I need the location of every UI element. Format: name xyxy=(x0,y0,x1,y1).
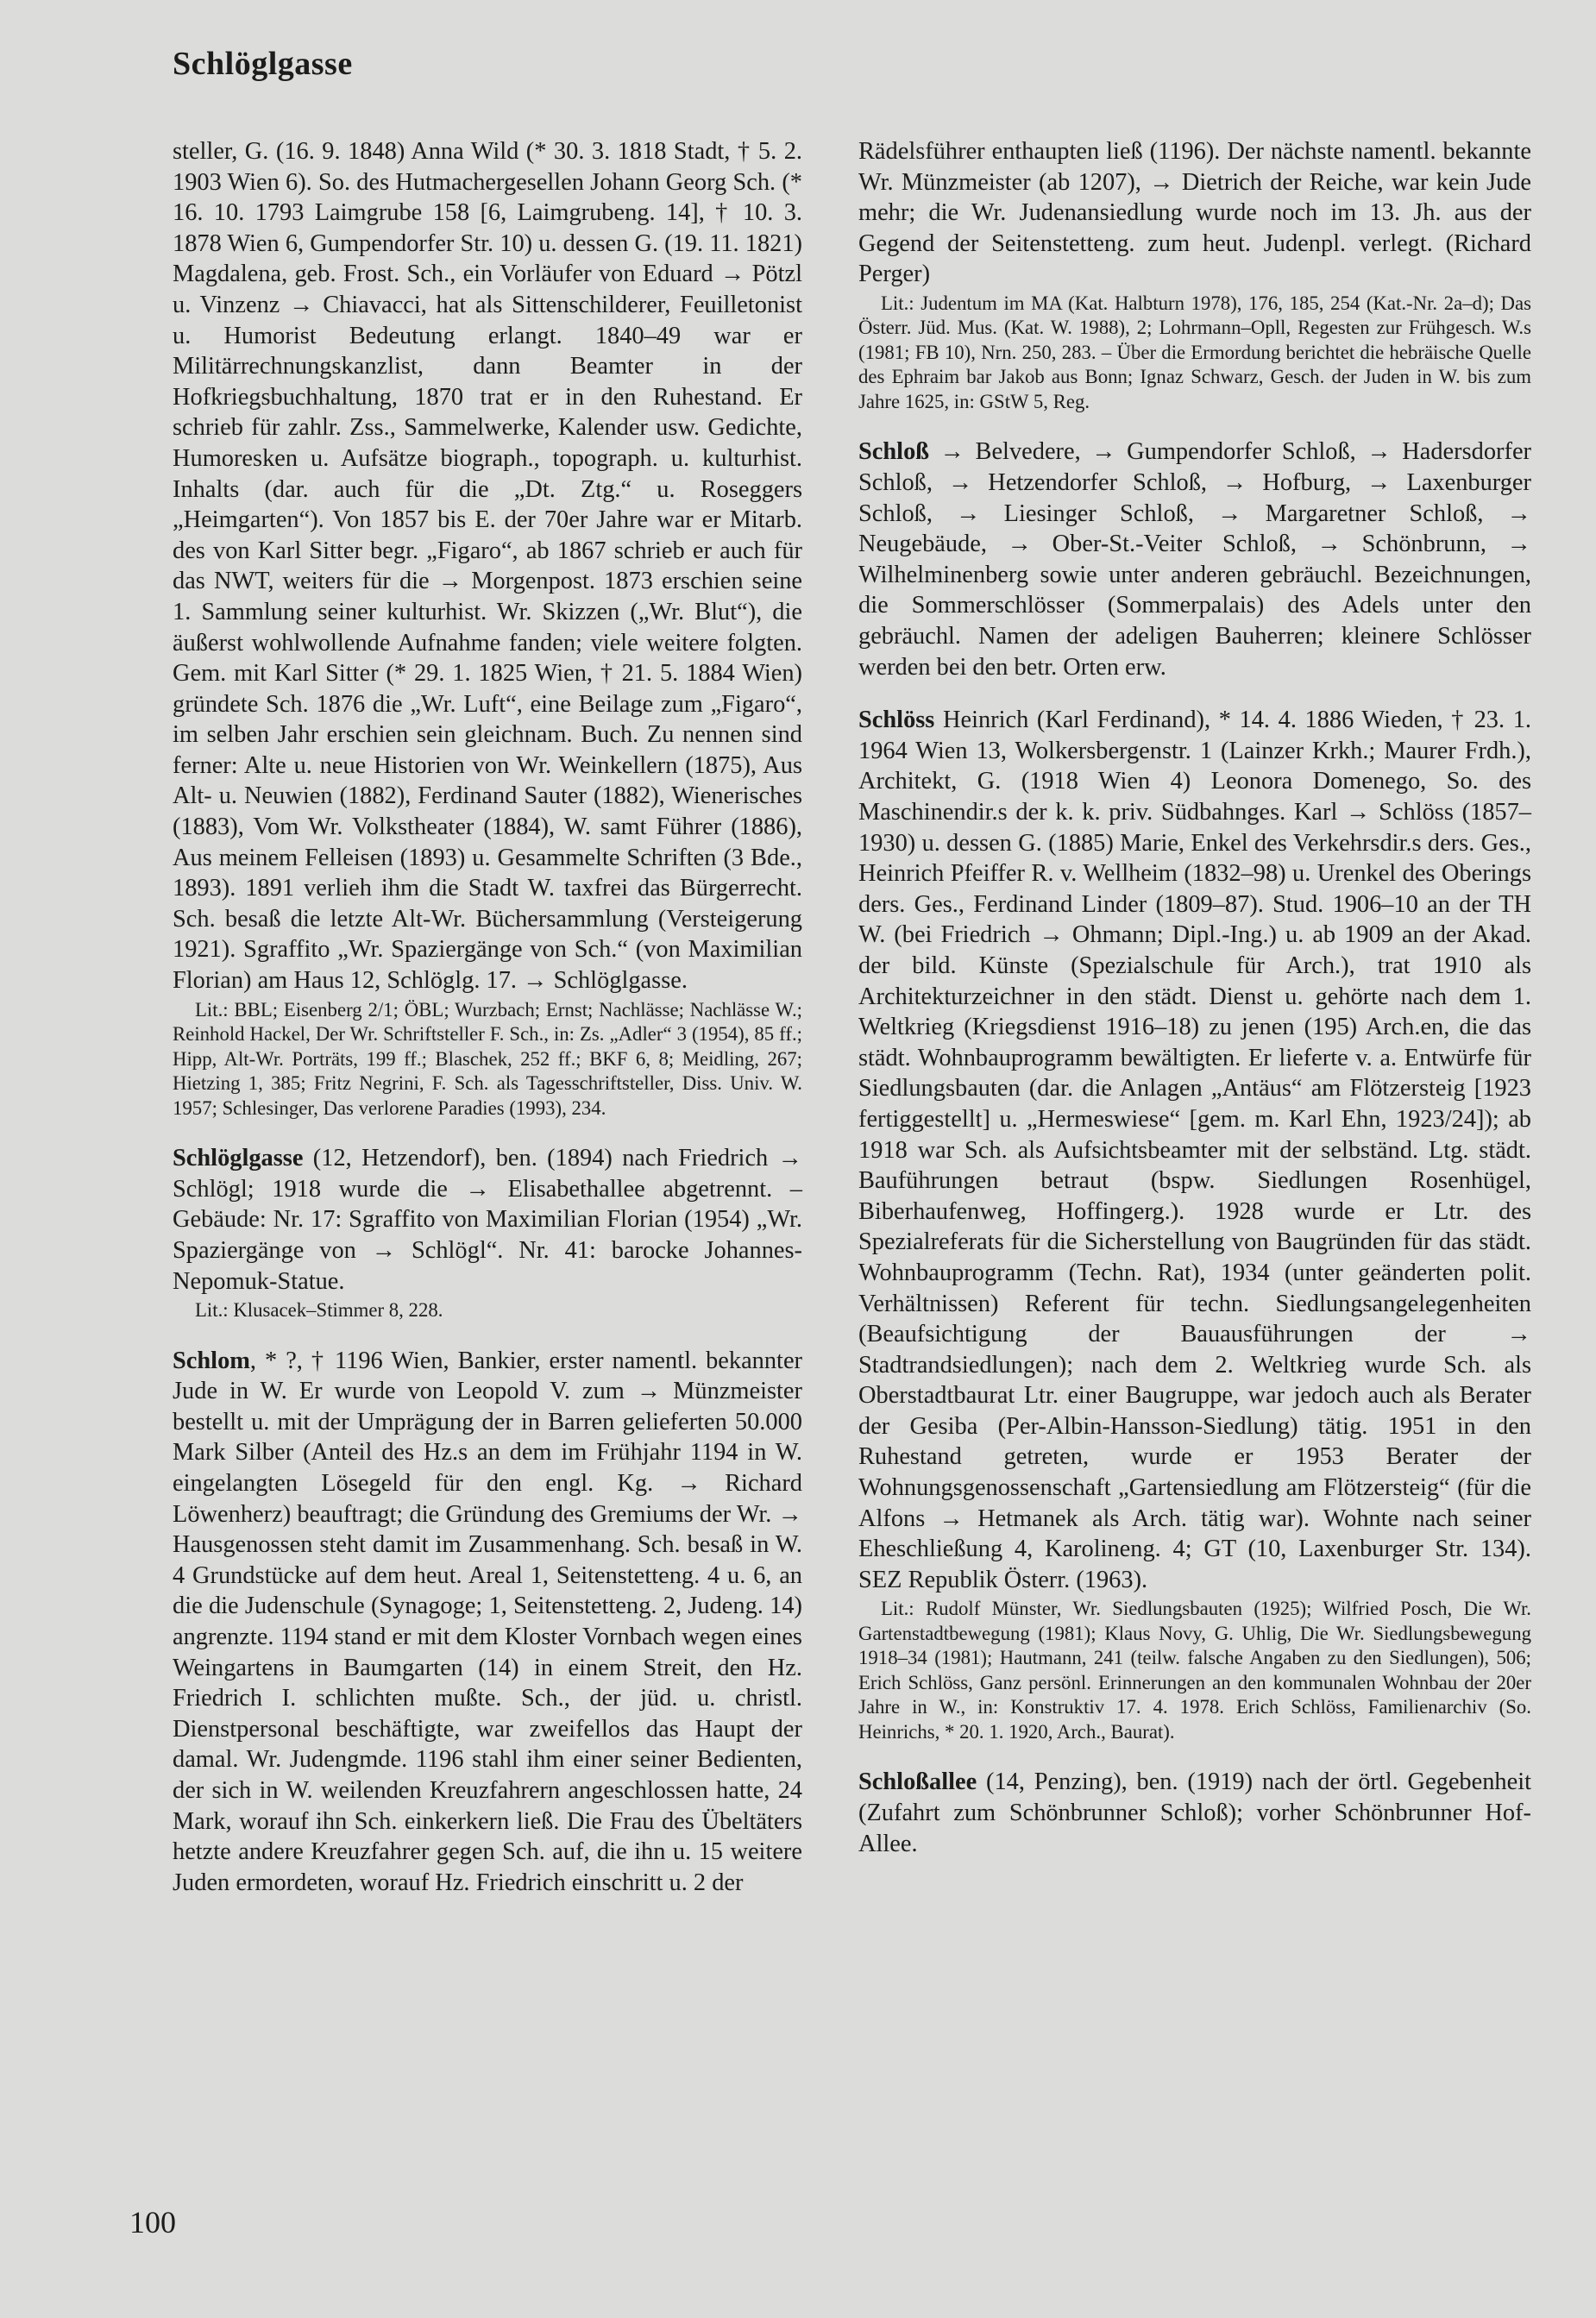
right-column xyxy=(858,136,1531,1859)
entry-text: Heinrich (Karl Ferdinand), * 14. 4. 1886 Wieden, † 23. 1. 1964 Wien 13, Wolkersbergenstr. 1 (Lainzer Krkh.; Maurer Frdh.), Architekt, G. (1918 Wien 4) Leonora Domenego, So. des Maschinendir.s der k. k. priv. Südbahnges. Karl → Schlöss (1857–1930) u. dessen G. (1885) Marie, Enkel des Verkehrsdir.s ders. Ges., Heinrich Pfeiffer R. v. Wellheim (1832–98) u. Urenkel des Oberings ders. Ges., Ferdinand Linder (1809–87). Stud. 1906–10 an der TH W. (bei Friedrich → Ohmann; Dipl.-Ing.) u. ab 1909 an der Akad. der bild. Künste (Spezialschule für Arch.), trat 1910 als Architekturzeichner in den städt. Dienst u. gehörte nach dem 1. Weltkrieg (Kriegsdienst 1916–18) zu jenen (195) Arch.en, die das städt. Wohnbauprogramm bewältigten. Er lieferte v. a. Entwürfe für Siedlungsbauten (dar. die Anlagen „Antäus“ am Flötzersteig [1923 fertiggestellt] u. „Hermeswiese“ [gem. m. Karl Ehn, 1923/24]); ab 1918 war Sch. als Aufsichtsbeamter mit der selbständ. Ltg. städt. Bauführungen betraut (bspw. Siedlungen Rosenhügel, Biberhaufenweg, Hoffingerg.). 1928 wurde er Ltr. des Spezialreferats für die Sicherstellung von Baugründen für das städt. Wohnbauprogramm (Techn. Rat), 1934 (unter geänderten polit. Verhältnissen) Referent für techn. Siedlungsangelegenheiten (Beaufsichtigung der Bauausführungen der → Stadtrandsiedlungen); nach dem 2. Weltkrieg wurde Sch. als Oberstadtbaurat Ltr. einer Baugruppe, war jedoch auch als Berater der Gesiba (Per-Albin-Hansson-Siedlung) tätig. 1951 in den Ruhestand getreten, wurde er 1953 Berater der Wohnungsgenossenschaft „Gartensiedlung am Flötzersteig“ (für die Alfons → Hetmanek als Arch. tätig war). Wohnte nach seiner Eheschließung 4, Karolineng. 4; GT (10, Laxenburger Str. 134). SEZ Republik Österr. (1963). xyxy=(858,707,1531,1593)
entry-continuation: steller, G. (16. 9. 1848) Anna Wild (* 30. 3. 1818 Stadt, † 5. 2. 1903 Wien 6). So. des Hutmachergesellen Johann Georg Sch. (* 16. 10. 1793 Laimgrube 158 [6, Laimgrubeng. 14], † 10. 3. 1878 Wien 6, Gumpendorfer Str. 10) u. dessen G. (19. 11. 1821) Magdalena, geb. Frost. Sch., ein Vorläufer von Eduard → Pötzl u. Vinzenz → Chiavacci, hat als Sittenschilderer, Feuilletonist u. Humorist Bedeutung erlangt. 1840–49 war er Militärrechnungskanzlist, dann Beamter in der Hofkriegsbuchhaltung, 1870 trat er in den Ruhestand. Er schrieb für zahlr. Zss., Sammelwerke, Kalender usw. Gedichte, Humoresken u. Aufsätze biograph., topograph. u. kulturhist. Inhalts (dar. auch für die „Dt. Ztg.“ u. Roseggers „Heimgarten“). Von 1857 bis E. der 70er Jahre war er Mitarb. des von Karl Sitter begr. „Figaro“, ab 1867 schrieb er auch für das NWT, weiters für die → Morgenpost. 1873 erschien seine 1. Sammlung seiner kulturhist. Wr. Skizzen („Wr. Blut“), die äußerst wohlwollende Aufnahme fanden; viele weitere folgten. Gem. mit Karl Sitter (* 29. 1. 1825 Wien, † 21. 5. 1884 Wien) gründete Sch. 1876 die „Wr. Luft“, eine Beilage zum „Figaro“, im selben Jahr erschien sein gleichnam. Buch. Zu nennen sind ferner: Alte u. neue Historien von Wr. Weinkellern (1875), Aus Alt- u. Neuwien (1882), Ferdinand Sauter (1882), Wienerisches (1883), Vom Wr. Volkstheater (1884), W. samt Führer (1886), Aus meinem Felleisen (1893) u. Gesammelte Schriften (3 Bde., 1893). 1891 verlieh ihm die Stadt W. taxfrei das Bürgerrecht. Sch. besaß die letzte Alt-Wr. Büchersammlung (Versteigerung 1921). Sgraffito „Wr. Spaziergänge von Sch.“ (von Maximilian Florian) am Haus 12, Schlöglg. 17. → Schlöglgasse. xyxy=(173,138,802,995)
entry-schlossallee xyxy=(858,1767,1531,1859)
entry-text: , * ?, † 1196 Wien, Bankier, erster namentl. bekannter Jude in W. Er wurde von Leopold V. zum → Münzmeister bestellt u. mit der Umprägung der in Barren gelieferten 50.000 Mark Silber (Anteil des Hz.s an dem im Frühjahr 1194 in W. eingelangten Lösegeld für den engl. Kg. → Richard Löwenherz) beauftragt; die Gründung des Gremiums der Wr. → Hausgenossen steht damit im Zusammenhang. Sch. besaß in W. 4 Grundstücke auf dem heut. Areal 1, Seitenstetteng. 4 u. 6, an die die Judenschule (Synagoge; 1, Seitenstetteng. 2, Judeng. 14) angrenzte. 1194 stand er mit dem Kloster Vornbach wegen eines Weingartens in Baumgarten (14) in einem Streit, den Hz. Friedrich I. schlichten mußte. Sch., der jüd. u. christl. Dienstpersonal beschäftigte, war zweifellos das Haupt der damal. Wr. Judengmde. 1196 stahl ihm einer seiner Bedienten, der sich in W. weilenden Kreuzfahrern angeschlossen hatte, 24 Mark, worauf ihn Sch. einkerkern ließ. Die Frau des Übeltäters hetzte andere Kreuzfahrer gegen Sch. auf, die ihn u. 15 weitere Juden ermordeten, worauf Hz. Friedrich einschritt u. 2 der xyxy=(173,1347,802,1896)
entry-text: (14, Penzing), ben. (1919) nach der örtl. Gegebenheit (Zufahrt zum Schönbrunner Schloß); vorher Schönbrunner Hof-Allee. xyxy=(858,1768,1531,1857)
headword: Schlöglgasse xyxy=(173,1145,304,1172)
headword: Schlom xyxy=(173,1347,250,1374)
headword: Schloß xyxy=(858,438,930,466)
literature-note: Lit.: BBL; Eisenberg 2/1; ÖBL; Wurzbach; Ernst; Nachlässe; Nachlässe W.; Reinhold Hackel, Der Wr. Schriftsteller F. Sch., in: Zs. „Adler“ 3 (1954), 85 ff.; Hipp, Alt-Wr. Porträts, 199 ff.; Blaschek, 252 ff.; BKF 6, 8; Meidling, 267; Hietzing 1, 385; Fritz Negrini, F. Sch. als Tagesschriftsteller, Diss. Univ. W. 1957; Schlesinger, Das verlorene Paradies (1993), 234. xyxy=(173,998,802,1119)
literature-note: Lit.: Judentum im MA (Kat. Halbturn 1978), 176, 185, 254 (Kat.-Nr. 2a–d); Das Österr. Jüd. Mus. (Kat. W. 1988), 2; Lohrmann–Opll, Regesten zur Frühgesch. W.s (1981; FB 10), Nrn. 250, 283. – Über die Ermordung berichtet die hebräische Quelle des Ephraim bar Jakob aus Bonn; Ignaz Schwarz, Gesch. der Juden in W. bis zum Jahre 1625, in: GStW 5, Reg. xyxy=(858,292,1531,412)
left-column xyxy=(173,136,802,1898)
entry-schloess xyxy=(858,705,1531,1595)
entry-text: (12, Hetzendorf), ben. (1894) nach Friedrich → Schlögl; 1918 wurde die → Elisabethallee abgetrennt. – Gebäude: Nr. 17: Sgraffito von Maximilian Florian (1954) „Wr. Spaziergänge von → Schlögl“. Nr. 41: barocke Johannes-Nepomuk-Statue. xyxy=(173,1145,802,1295)
entry-continuation: Rädelsführer enthaupten ließ (1196). Der nächste namentl. bekannte Wr. Münzmeister (ab 1207), → Dietrich der Reiche, war kein Jude mehr; die Wr. Judenansiedlung wurde noch im 13. Jh. aus der Gegend der Seitenstetteng. zum heut. Judenpl. verlegt. (Richard Perger) xyxy=(858,138,1531,288)
literature-note: Lit.: Rudolf Münster, Wr. Siedlungsbauten (1925); Wilfried Posch, Die Wr. Gartenstadtbewegung (1981); Klaus Novy, G. Uhlig, Die Wr. Siedlungsbewegung 1918–34 (1981); Hautmann, 241 (teilw. falsche Angaben zu den Siedlungen), 506; Erich Schlöss, Ganz persönl. Erinnerungen an den kommunalen Wohnbau der 20er Jahre in W., in: Konstruktiv 17. 4. 1978. Erich Schlöss, Familienarchiv (So. Heinrichs, * 20. 1. 1920, Arch., Baurat). xyxy=(858,1598,1531,1743)
running-head: Schlöglgasse xyxy=(173,46,353,82)
entry-text: → Belvedere, → Gumpendorfer Schloß, → Hadersdorfer Schloß, → Hetzendorfer Schloß, → Hofburg, → Laxenburger Schloß, → Liesinger Schloß, → Margaretner Schloß, → Neugebäude, → Ober-St.-Veiter Schloß, → Schönbrunn, → Wilhelminenberg sowie unter anderen gebräuchl. Bezeichnungen, die Sommerschlösser (Sommerpalais) des Adels unter den gebräuchl. Namen der adeligen Bauherren; kleinere Schlösser werden bei den betr. Orten erw. xyxy=(858,438,1531,681)
entry-schloeglgasse xyxy=(173,1143,802,1297)
headword: Schlöss xyxy=(858,707,935,734)
headword: Schloßallee xyxy=(858,1768,977,1796)
entry-schlom xyxy=(173,1346,802,1899)
literature-note: Lit.: Klusacek–Stimmer 8, 228. xyxy=(195,1299,443,1322)
page-number: 100 xyxy=(129,2205,176,2239)
entry-schloss xyxy=(858,437,1531,682)
